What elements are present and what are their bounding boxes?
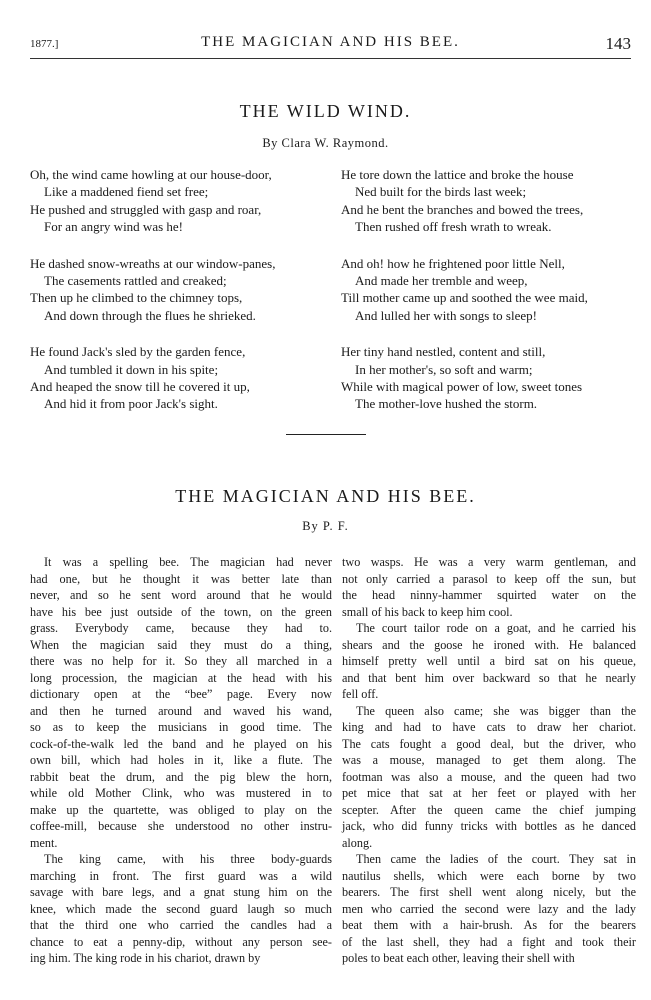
poem-byline: By Clara W. Raymond. bbox=[262, 136, 389, 150]
story-line: nautilus shells, which were each borne by two bbox=[342, 868, 636, 883]
story-line: make up the quartette, was obliged to play on the bbox=[30, 802, 332, 817]
poem-line: He found Jack's sled by the garden fence, bbox=[30, 344, 246, 360]
story-line: was a mouse, managed to get them along. The bbox=[342, 753, 636, 767]
poem-right-column bbox=[341, 166, 641, 432]
story-line: The queen also came; she was bigger than the bbox=[356, 703, 636, 718]
poem-line: He dashed snow-wreaths at our window-panes, bbox=[30, 255, 276, 271]
story-line: and then he turned around and waved his wand, bbox=[30, 703, 332, 718]
poem-stanza bbox=[341, 343, 641, 413]
poem-line: And heaped the snow till he covered it up, bbox=[30, 379, 250, 395]
poem-line: And down through the flues he shrieked. bbox=[44, 307, 256, 323]
poem-stanza bbox=[341, 255, 641, 325]
story-line: The cats fought a good deal, but the driver, who bbox=[342, 736, 636, 751]
story-line: beat them with a hair-brush. As for the bearers bbox=[342, 918, 636, 932]
story-line: there was no help for it. So they all marched in a bbox=[30, 654, 332, 668]
poem-line: And lulled her with songs to sleep! bbox=[355, 307, 537, 323]
header-rule bbox=[30, 58, 631, 59]
story-line: rabbit beat the drum, and the pig blew the horn, bbox=[30, 769, 332, 784]
poem-stanza bbox=[341, 166, 641, 236]
story-right-column bbox=[342, 554, 636, 967]
poem-line: In her mother's, so soft and warm; bbox=[355, 361, 533, 377]
story-line: had one, but he thought it was better late than bbox=[30, 571, 332, 586]
poem-stanza bbox=[30, 255, 330, 325]
story-left-column bbox=[30, 554, 332, 967]
poem-title: THE WILD WIND. bbox=[239, 101, 412, 121]
poem-stanza bbox=[30, 166, 330, 236]
story-line: footman was also a mouse, and the queen had two bbox=[342, 769, 636, 784]
story-byline: By P. F. bbox=[302, 519, 349, 533]
story-line: two wasps. He was a very warm gentleman, and bbox=[342, 555, 636, 569]
poem-line: Then up he climbed to the chimney tops, bbox=[30, 290, 243, 306]
story-line: dictionary open at the “bee” page. Every now bbox=[30, 687, 332, 701]
poem-line: Ned built for the birds last week; bbox=[355, 184, 527, 200]
story-line: grass. Everybody came, because they had to. bbox=[30, 621, 332, 635]
story-line: not only carried a parasol to keep off the sun, but bbox=[342, 571, 636, 586]
story-line: while old Mother Clink, who was mustered in to bbox=[30, 786, 332, 800]
story-line: small of his back to keep him cool. bbox=[342, 604, 513, 619]
story-line: chance to eat a penny-dip, without any person see- bbox=[30, 934, 332, 949]
header-title: THE MAGICIAN AND HIS BEE. bbox=[201, 34, 460, 50]
story-title: THE MAGICIAN AND HIS BEE. bbox=[175, 486, 476, 506]
poem-left-column bbox=[30, 166, 330, 432]
story-line: ing him. The king rode in his chariot, drawn by bbox=[30, 951, 261, 965]
story-line: It was a spelling bee. The magician had never bbox=[44, 555, 332, 569]
story-line: savage with bare legs, and a gnat stung him on the bbox=[30, 885, 332, 899]
story-line: have his bee just outside of the town, on the green bbox=[30, 604, 332, 619]
poem-line: Her tiny hand nestled, content and still, bbox=[341, 344, 546, 360]
poem-line: For an angry wind was he! bbox=[44, 219, 183, 235]
story-line: The court tailor rode on a goat, and he carried his bbox=[356, 621, 636, 635]
story-line: poles to beat each other, leaving their shell with bbox=[342, 951, 575, 965]
poem-stanza bbox=[30, 343, 330, 413]
story-line: marching in front. The first guard was a wild bbox=[30, 868, 332, 883]
poem-line: The casements rattled and creaked; bbox=[44, 273, 227, 289]
poem-line: He tore down the lattice and broke the house bbox=[341, 167, 574, 182]
story-line: knee, which made the second guard laugh so much bbox=[30, 901, 332, 916]
story-line: never, and so he sent word around that he would bbox=[30, 588, 332, 602]
poem-line: And made her tremble and weep, bbox=[355, 273, 528, 289]
story-line: men who carried the second were lazy and the lady bbox=[342, 901, 636, 916]
poem-line: He pushed and struggled with gasp and roar, bbox=[30, 201, 262, 217]
poem-line: And he bent the branches and bowed the trees, bbox=[341, 201, 584, 217]
story-line: When the magician said they must do a thing, bbox=[30, 637, 332, 652]
story-line: jack, who did funny tricks with bottles as he danced bbox=[342, 819, 636, 833]
running-header bbox=[30, 34, 631, 52]
story-line: bearers. The first shell went along nicely, but the bbox=[342, 885, 636, 899]
story-line: long procession, the magician at the head with his bbox=[30, 670, 332, 685]
story-line: so as to keep the musicians in good time. The bbox=[30, 720, 332, 734]
story-line: that the third one who carried the candles had a bbox=[30, 918, 332, 932]
story-line: Then came the ladies of the court. They sat in bbox=[356, 852, 636, 866]
poem-line: And oh! how he frightened poor little Nell, bbox=[341, 255, 565, 271]
story-line: and that bent him over backward so that he nearly bbox=[342, 670, 636, 685]
story-line: coffee-mill, because she understood no other instru- bbox=[30, 819, 332, 833]
section-divider bbox=[286, 434, 366, 435]
poem-line: And tumbled it down in his spite; bbox=[44, 361, 219, 377]
story-line: of the last shell, they had a fight and took their bbox=[342, 934, 636, 949]
story-line: ment. bbox=[30, 835, 58, 850]
poem-line: And hid it from poor Jack's sight. bbox=[44, 396, 218, 412]
story-line: the head ninny-hammer squirted water on the bbox=[342, 588, 636, 602]
story-line: scepter. After the queen came the chief jumping bbox=[342, 802, 636, 817]
story-line: pet mice that sat at her feet or played with her bbox=[342, 786, 636, 800]
poem-line: Oh, the wind came howling at our house-door, bbox=[30, 167, 272, 182]
poem-line: Till mother came up and soothed the wee maid, bbox=[341, 290, 588, 306]
story-line: fell off. bbox=[342, 687, 379, 701]
header-year: 1877.] bbox=[30, 38, 59, 50]
story-line: himself pretty well until a bird sat on his queue, bbox=[342, 654, 636, 668]
story-line: cock-of-the-walk led the band and he played on his bbox=[30, 736, 332, 751]
story-line: own bill, which had holes in it, like a flute. The bbox=[30, 753, 332, 767]
poem-line: While with magical power of low, sweet tones bbox=[341, 379, 583, 395]
page-number: 143 bbox=[605, 34, 631, 53]
story-line: king and had to have cats to draw her chariot. bbox=[342, 720, 636, 734]
story-line: along. bbox=[342, 835, 373, 850]
story-line: The king came, with his three body-guards bbox=[44, 852, 332, 866]
poem-line: The mother-love hushed the storm. bbox=[355, 396, 538, 412]
story-line: shears and the goose he ironed with. He balanced bbox=[342, 637, 636, 652]
poem-line: Like a maddened fiend set free; bbox=[44, 184, 209, 200]
poem-line: Then rushed off fresh wrath to wreak. bbox=[355, 219, 552, 235]
